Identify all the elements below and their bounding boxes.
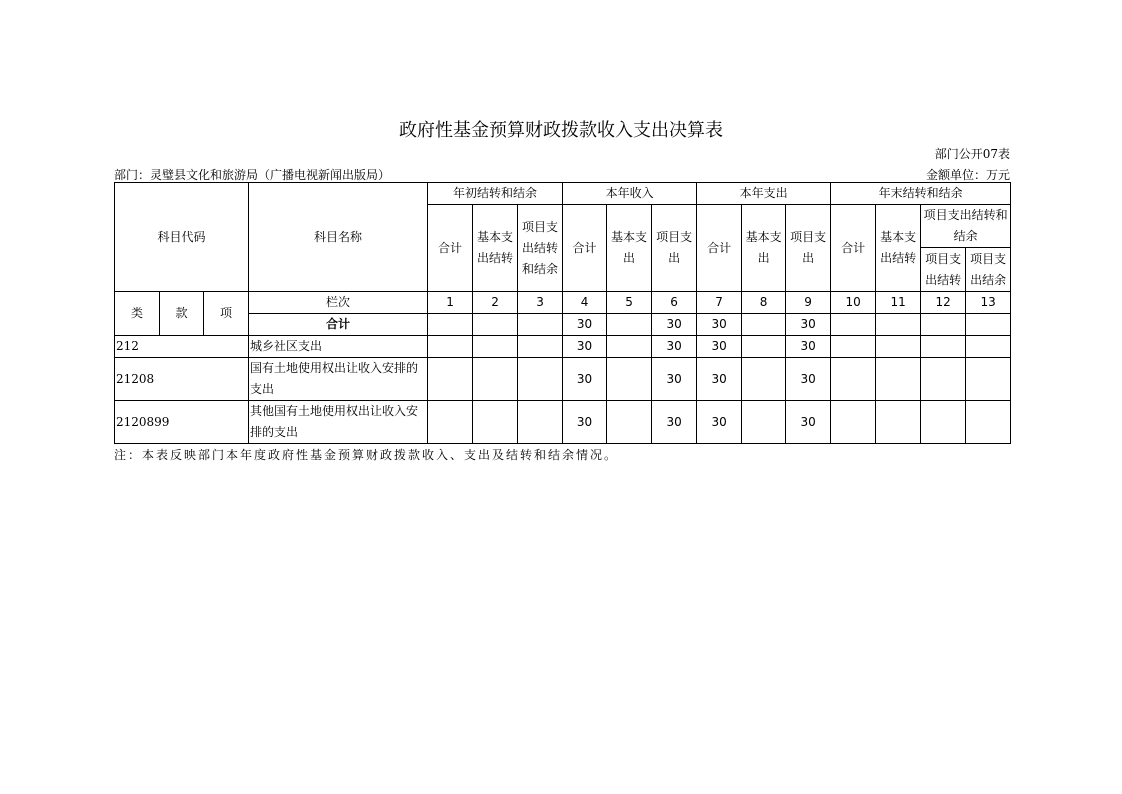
table-cell: 30 bbox=[652, 401, 697, 444]
table-cell: 30 bbox=[563, 358, 607, 401]
col-number: 7 bbox=[697, 292, 742, 314]
col-number: 11 bbox=[876, 292, 921, 314]
fund-budget-table bbox=[114, 182, 1011, 444]
table-cell: 30 bbox=[652, 314, 697, 336]
col-number: 1 bbox=[428, 292, 473, 314]
header-expense-total: 合计 bbox=[697, 205, 742, 292]
header-begin-project: 项目支出结转和结余 bbox=[518, 205, 563, 292]
table-cell bbox=[876, 401, 921, 444]
table-cell: 30 bbox=[563, 401, 607, 444]
table-cell bbox=[473, 314, 518, 336]
col-number: 3 bbox=[518, 292, 563, 314]
table-cell bbox=[831, 401, 876, 444]
row-name: 国有土地使用权出让收入安排的支出 bbox=[249, 358, 428, 401]
col-number: 9 bbox=[786, 292, 831, 314]
table-cell bbox=[607, 314, 652, 336]
header-end-total: 合计 bbox=[831, 205, 876, 292]
table-cell bbox=[831, 358, 876, 401]
total-row bbox=[115, 314, 1011, 336]
header-lanci: 栏次 bbox=[249, 292, 428, 314]
table-cell bbox=[966, 358, 1011, 401]
header-end-basic: 基本支出结转 bbox=[876, 205, 921, 292]
table-cell bbox=[966, 401, 1011, 444]
row-code: 212 bbox=[115, 336, 249, 358]
row-name: 城乡社区支出 bbox=[249, 336, 428, 358]
table-cell bbox=[966, 314, 1011, 336]
table-cell bbox=[921, 336, 966, 358]
header-group-end: 年末结转和结余 bbox=[831, 183, 1011, 205]
table-cell bbox=[921, 358, 966, 401]
col-number: 5 bbox=[607, 292, 652, 314]
table-cell: 30 bbox=[563, 314, 607, 336]
row-code: 21208 bbox=[115, 358, 249, 401]
col-number: 4 bbox=[563, 292, 607, 314]
table-cell bbox=[428, 314, 473, 336]
col-number: 10 bbox=[831, 292, 876, 314]
header-group-income: 本年收入 bbox=[563, 183, 697, 205]
table-cell bbox=[831, 314, 876, 336]
table-cell: 30 bbox=[697, 314, 742, 336]
header-name: 科目名称 bbox=[249, 183, 428, 292]
header-group-begin: 年初结转和结余 bbox=[428, 183, 563, 205]
table-note: 注：本表反映部门本年度政府性基金预算财政拨款收入、支出及结转和结余情况。 bbox=[114, 448, 619, 462]
table-cell bbox=[921, 314, 966, 336]
table-number: 部门公开07表 bbox=[934, 147, 1010, 161]
table-cell bbox=[742, 401, 786, 444]
table-cell bbox=[518, 336, 563, 358]
header-begin-basic: 基本支出结转 bbox=[473, 205, 518, 292]
table-cell bbox=[518, 358, 563, 401]
row-name: 其他国有土地使用权出让收入安排的支出 bbox=[249, 401, 428, 444]
table-cell bbox=[966, 336, 1011, 358]
table-cell: 30 bbox=[786, 314, 831, 336]
table-cell: 30 bbox=[697, 358, 742, 401]
header-group-expense: 本年支出 bbox=[697, 183, 831, 205]
table-cell: 30 bbox=[786, 336, 831, 358]
header-expense-basic: 基本支出 bbox=[742, 205, 786, 292]
table-row bbox=[115, 336, 1011, 358]
table-cell bbox=[428, 401, 473, 444]
header-expense-project: 项目支出 bbox=[786, 205, 831, 292]
row-code: 2120899 bbox=[115, 401, 249, 444]
header-income-total: 合计 bbox=[563, 205, 607, 292]
table-cell bbox=[921, 401, 966, 444]
table-cell bbox=[518, 401, 563, 444]
table-row bbox=[115, 401, 1011, 444]
table-cell bbox=[876, 336, 921, 358]
col-number: 13 bbox=[966, 292, 1011, 314]
header-xiang: 项 bbox=[204, 292, 249, 336]
table-cell bbox=[428, 358, 473, 401]
department-label: 部门：灵璧县文化和旅游局（广播电视新闻出版局） bbox=[114, 168, 391, 182]
table-cell: 30 bbox=[563, 336, 607, 358]
table-cell: 30 bbox=[786, 358, 831, 401]
col-number: 8 bbox=[742, 292, 786, 314]
table-cell bbox=[742, 314, 786, 336]
table-cell bbox=[742, 358, 786, 401]
table-cell bbox=[473, 336, 518, 358]
unit-label: 金额单位：万元 bbox=[925, 168, 1010, 182]
table-cell bbox=[473, 401, 518, 444]
table-cell bbox=[607, 358, 652, 401]
header-end-project: 项目支出结转和结余 bbox=[921, 205, 1011, 248]
col-number: 12 bbox=[921, 292, 966, 314]
header-begin-total: 合计 bbox=[428, 205, 473, 292]
header-end-project-surplus: 项目支出结余 bbox=[966, 248, 1011, 292]
col-number: 6 bbox=[652, 292, 697, 314]
table-cell bbox=[742, 336, 786, 358]
header-code: 科目代码 bbox=[115, 183, 249, 292]
table-cell: 30 bbox=[697, 336, 742, 358]
table-cell bbox=[518, 314, 563, 336]
table-cell: 30 bbox=[786, 401, 831, 444]
total-label: 合计 bbox=[249, 314, 428, 336]
table-cell bbox=[831, 336, 876, 358]
table-cell bbox=[428, 336, 473, 358]
table-cell bbox=[876, 358, 921, 401]
header-income-basic: 基本支出 bbox=[607, 205, 652, 292]
header-lei: 类 bbox=[115, 292, 160, 336]
table-row bbox=[115, 358, 1011, 401]
table-cell bbox=[876, 314, 921, 336]
table-cell bbox=[473, 358, 518, 401]
table-cell: 30 bbox=[697, 401, 742, 444]
table-cell: 30 bbox=[652, 358, 697, 401]
header-income-project: 项目支出 bbox=[652, 205, 697, 292]
table-cell bbox=[607, 336, 652, 358]
col-number: 2 bbox=[473, 292, 518, 314]
table-cell bbox=[607, 401, 652, 444]
page-title: 政府性基金预算财政拨款收入支出决算表 bbox=[399, 120, 723, 141]
header-end-project-carry: 项目支出结转 bbox=[921, 248, 966, 292]
header-kuan: 款 bbox=[160, 292, 204, 336]
table-cell: 30 bbox=[652, 336, 697, 358]
